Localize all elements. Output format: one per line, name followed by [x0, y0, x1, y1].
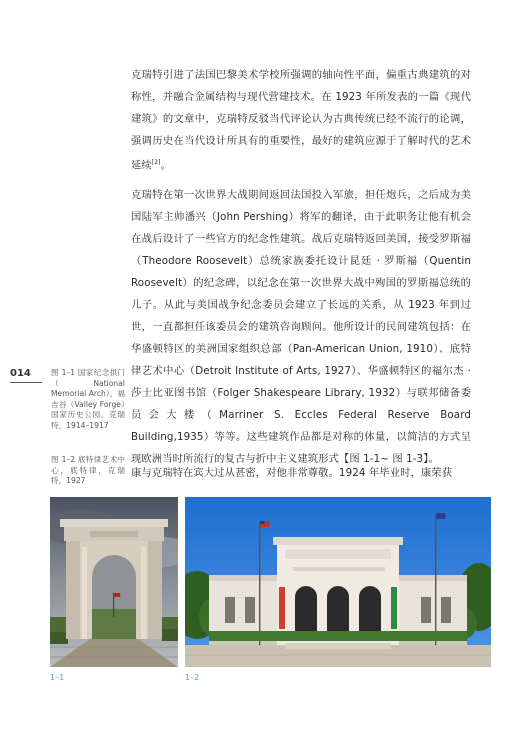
page-number-rule [10, 382, 42, 383]
photo-label-1-1: 1–1 [50, 673, 65, 682]
paragraph-1-text: 克瑞特引进了法国巴黎美术学校所强调的轴向性平面，偏重古典建筑的对称性，并融合金属结构与现代营建技术。在 1923 年所发表的一篇《现代建筑》的文章中，克瑞特反驳当代评论认为古典传统已经不流行的论调，强调历史在当代设计所具有的重要性，最好的建筑应源于了解时代的艺术延续 [131, 69, 471, 172]
body-paragraph-2: 克瑞特在第一次世界大战期间返回法国投入军旅，担任炮兵，之后成为美国陆军主帅潘兴（John Pershing）将军的翻译，由于此职务让他有机会在战后设计了一些官方的纪念性建筑。战后克瑞特返回美国，接受罗斯福（Theodore Roosevelt）总统家族委托设计昆廷 · 罗斯福（Quentin Roosevelt）的纪念碑，以纪念在第一次世界大战中殉国的罗斯福总统的儿子。从此与美国战争纪念委员会建立了长远的关系，从 1923 年到过世，一直都担任该委员会的建筑咨询顾问。他所设计的民间建筑包括：在华盛顿特区的美洲国家组织总部（Pan-American Union, 1910）、底特律艺术中心（Detroit Institute of Arts, 1927）、华盛顿特区的福尔杰 · 莎士比亚图书馆（Folger Shakespeare Library, 1932）与联邦储备委员会大楼（Marriner S. Eccles Federal Reserve Board Building,1935）等等。这些建筑作品都是对称的体量，以简洁的方式呈现欧洲当时所流行的复古与折中主义建筑形式【图 1-1~ 图 1-3】。 [131, 189, 471, 465]
footnote-ref: [2] [151, 159, 161, 166]
figure-caption-1-2: 图 1–2 底特律艺术中心，底特律，克瑞特，1927 [51, 455, 125, 485]
body-paragraph-1 [131, 64, 471, 176]
photo-label-1-2: 1–2 [185, 673, 200, 682]
figure-caption-1-1: 图 1–1 国家纪念拱门（National Memorial Arch），福吉谷（Valley Forge）国家历史公园，克瑞特，1914–1917 [51, 368, 125, 430]
photo-memorial-arch [50, 497, 178, 667]
body-paragraph-3: 康与克瑞特在宾大过从甚密，对他非常尊敬。1924 年毕业时，康荣获 [131, 467, 453, 479]
page-number: 014 [10, 368, 31, 379]
photo-detroit-institute-of-arts [185, 497, 491, 667]
paragraph-1-end: 。 [160, 159, 172, 172]
